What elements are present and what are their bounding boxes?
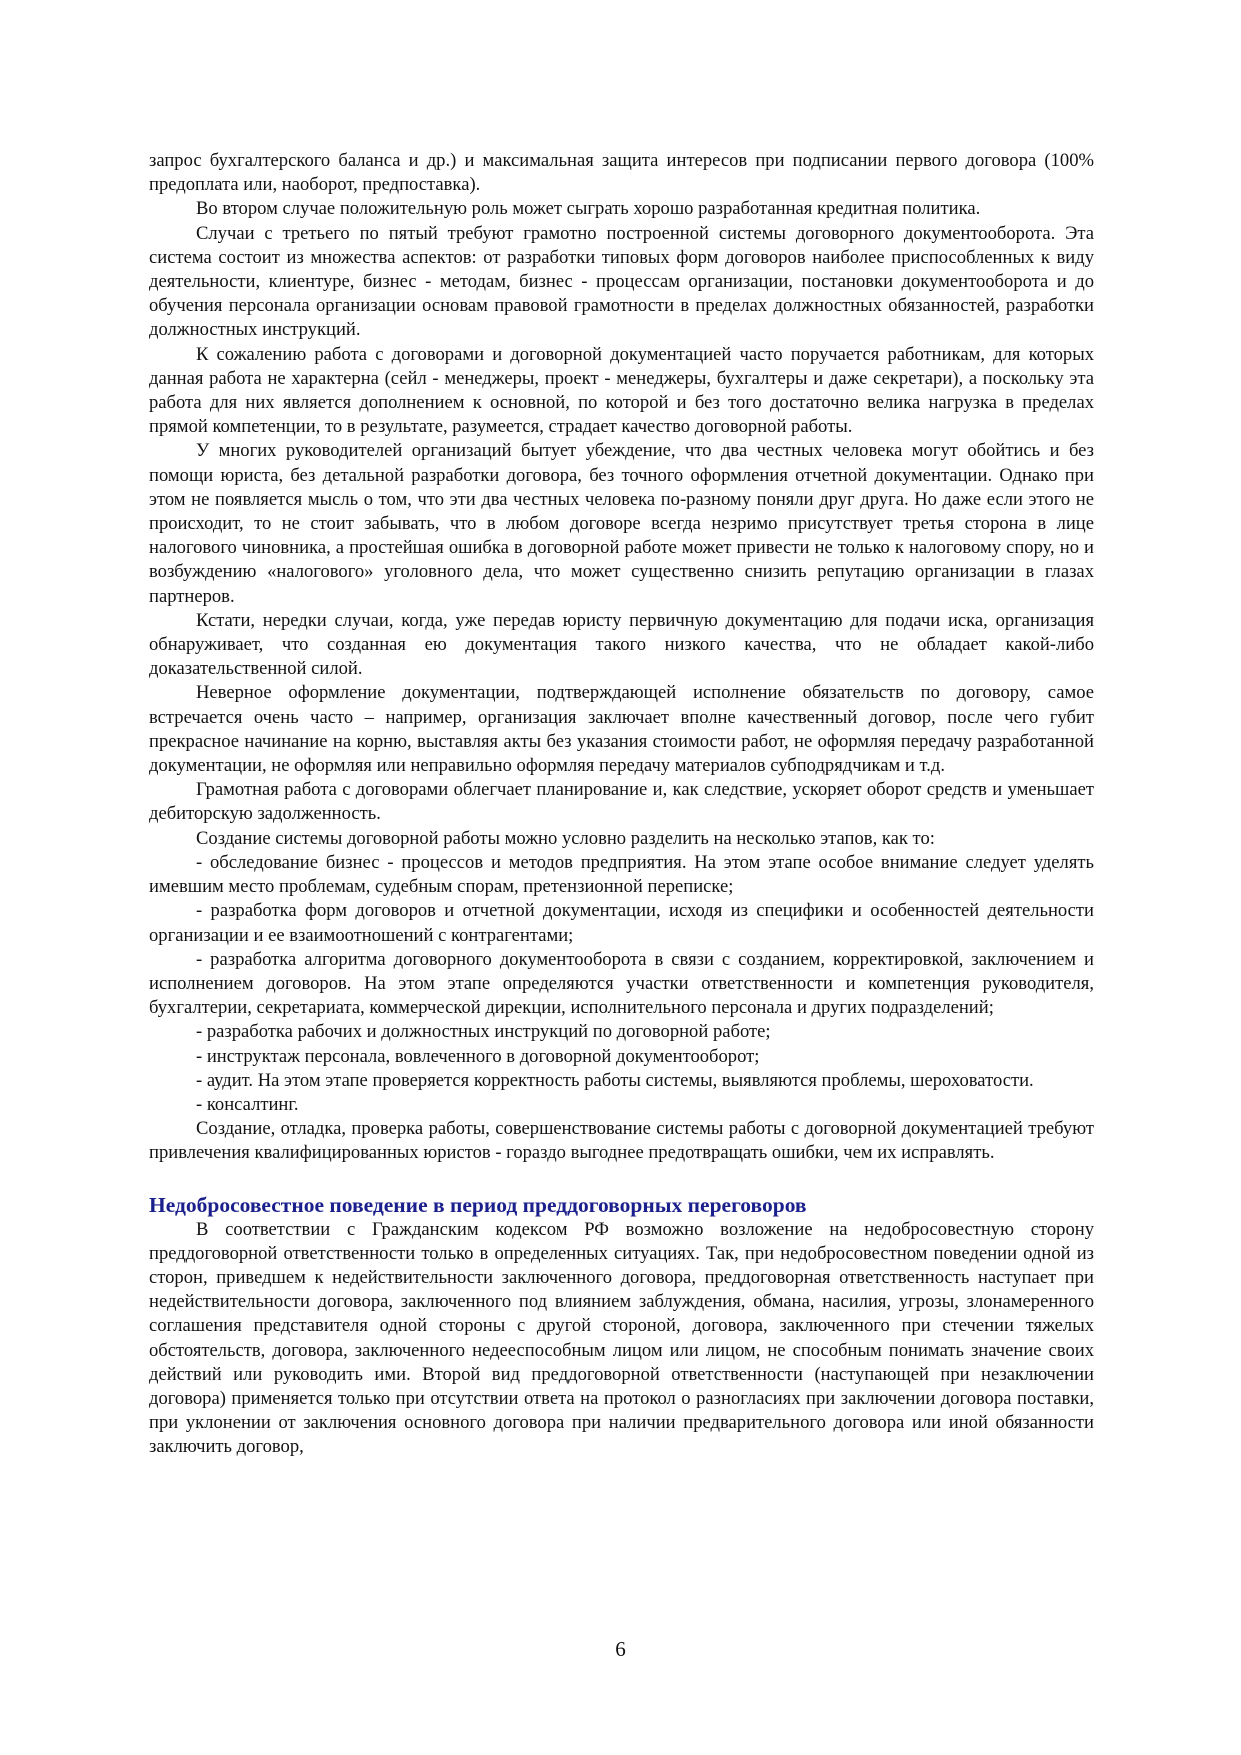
list-item: - разработка форм договоров и отчетной документации, исходя из специфики и особенностей деятельности организации и ее взаимоотношений с контрагентами; bbox=[149, 900, 1094, 946]
paragraph-continued: запрос бухгалтерского баланса и др.) и максимальная защита интересов при подписании первого договора (100% предоплата или, наоборот, предпоставка). bbox=[149, 150, 1094, 196]
list-item: - обследование бизнес - процессов и методов предприятия. На этом этапе особое внимание следует уделять имевшим место проблемам, судебным спорам, претензионной переписке; bbox=[149, 851, 1094, 898]
paragraph: В соответствии с Гражданским кодексом РФ возможно возложение на недобросовестную сторону преддоговорной ответственности только в определенных ситуациях. Так, при недобросовестном поведении одной из сторон, приведшем к недействительности заключенного договора, преддоговорная ответственность наступает при недействительности договора, заключенного под влиянием заблуждения, обмана, насилия, угрозы, злонамеренного соглашения представителя одной стороны с другой стороной, договора, заключенного при стечении тяжелых обстоятельств, договора, заключенного недееспособным лицом или лицом, не способным понимать значение своих действий или руководить ими. Второй вид преддоговорной ответственности (наступающей при незаключении договора) применяется только при отсутствии ответа на протокол о разногласиях при заключении договора поставки, при уклонении от заключения основного договора при наличии предварительного договора или иной обязанности заключить договор, bbox=[149, 1218, 1094, 1458]
paragraph: Создание системы договорной работы можно условно разделить на несколько этапов, как то: bbox=[196, 827, 935, 849]
list-item: - разработка алгоритма договорного документооборота в связи с созданием, корректировкой, заключением и исполнением договоров. На этом этапе определяются участки ответственности и компетенция руководителя, бухгалтерии, секретариата, коммерческой дирекции, исполнительного персонала и других подразделений; bbox=[149, 948, 1094, 1019]
list-item: - инструктаж персонала, вовлеченного в договорной документооборот; bbox=[196, 1045, 760, 1067]
paragraph: Кстати, нередки случаи, когда, уже передав юристу первичную документацию для подачи иска, организация обнаруживает, что созданная ею документация такого низкого качества, что не обладает какой-либо доказательственной силой. bbox=[149, 609, 1094, 680]
paragraph: Грамотная работа с договорами облегчает планирование и, как следствие, ускоряет оборот средств и уменьшает дебиторскую задолженность. bbox=[149, 779, 1094, 825]
page-number: 6 bbox=[615, 1637, 626, 1661]
paragraph: У многих руководителей организаций бытует убеждение, что два честных человека могут обойтись и без помощи юриста, без детальной разработки договора, без точного оформления отчетной документации. Однако при этом не появляется мысль о том, что эти два честных человека по-разному поняли друг друга. Но даже если этого не происходит, то не стоит забывать, что в любом договоре всегда незримо присутствует третья сторона в лице налогового чиновника, а простейшая ошибка в договорной работе может привести не только к налоговому спору, но и возбуждению «налогового» уголовного дела, что может существенно снизить репутацию организации в глазах партнеров. bbox=[149, 440, 1094, 607]
paragraph: Создание, отладка, проверка работы, совершенствование системы работы с договорной документацией требуют привлечения квалифицированных юристов - гораздо выгоднее предотвращать ошибки, чем их исправлять. bbox=[149, 1118, 1094, 1164]
paragraph: Неверное оформление документации, подтверждающей исполнение обязательств по договору, самое встречается очень часто – например, организация заключает вполне качественный договор, после чего губит прекрасное начинание на корню, выставляя акты без указания стоимости работ, не оформляя передачу разработанной документации, не оформляя или неправильно оформляя передачу материалов субподрядчикам и т.д. bbox=[149, 682, 1094, 777]
list-item: - разработка рабочих и должностных инструкций по договорной работе; bbox=[196, 1021, 771, 1043]
section-heading: Недобросовестное поведение в период преддоговорных переговоров bbox=[149, 1192, 807, 1217]
list-item: - аудит. На этом этапе проверяется корректность работы системы, выявляются проблемы, шероховатости. bbox=[196, 1069, 1034, 1091]
paragraph: Случаи с третьего по пятый требуют грамотно построенной системы договорного документооборота. Эта система состоит из множества аспектов: от разработки типовых форм договоров наиболее приспособленных к виду деятельности, клиентуре, бизнес - методам, бизнес - процессам организации, постановки документооборота и до обучения персонала организации основам правовой грамотности в пределах должностных обязанностей, разработки должностных инструкций. bbox=[149, 222, 1094, 341]
paragraph: Во втором случае положительную роль может сыграть хорошо разработанная кредитная политика. bbox=[196, 198, 981, 220]
list-item: - консалтинг. bbox=[196, 1093, 299, 1115]
paragraph: К сожалению работа с договорами и договорной документацией часто поручается работникам, для которых данная работа не характерна (сейл - менеджеры, проект - менеджеры, бухгалтеры и даже секретари), а поскольку эта работа для них является дополнением к основной, по которой и без того достаточно велика нагрузка в пределах прямой компетенции, то в результате, разумеется, страдает качество договорной работы. bbox=[149, 343, 1094, 438]
document-page bbox=[149, 149, 1094, 1460]
